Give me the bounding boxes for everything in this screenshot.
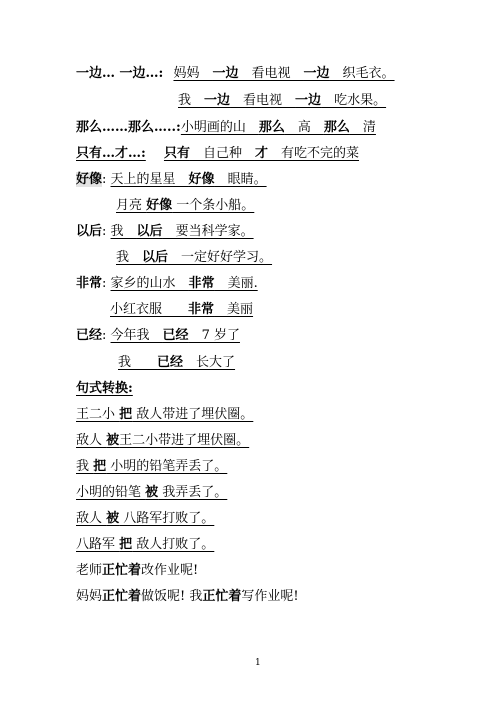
- zhiyou-line: [76, 146, 359, 162]
- yibian-example-2: 我 一边 看电视 一边 吃水果。: [178, 93, 387, 108]
- zhiyou-label: 只有…才…:: [76, 146, 146, 161]
- yihou-example-1: 我 以后 要当科学家。: [110, 224, 254, 239]
- yihou-label: 以后: [76, 224, 103, 239]
- haoxiang-line-1: 好像: 天上的星星 好像 眼睛。: [76, 172, 267, 187]
- ba-sentence-2: 我 把 小明的铅笔弄丢了。: [76, 459, 228, 474]
- name-line: [76, 120, 376, 136]
- ba-sentence-1: 王二小 把 敌人带进了埋伏圈。: [76, 407, 254, 422]
- yibian-line-2: [178, 93, 386, 109]
- bei-sentence-2: 小明的铅笔 被 我弄丢了。: [76, 485, 228, 500]
- yijing-example-1: 今年我 已经 7 岁了: [110, 328, 240, 343]
- yihou-example-2: 我 以后 一定好好学习。: [116, 250, 273, 265]
- yijing-label: 已经: [76, 328, 103, 343]
- name-example: 小明画的山 那么 高 那么 清: [180, 120, 376, 135]
- feichang-line-2: [110, 302, 253, 318]
- bei-sentence-1: 敌人 被王二小带进了埋伏圈。: [76, 433, 250, 448]
- yibian-example-1: 妈妈 一边 看电视 一边 织毛衣。: [173, 66, 395, 81]
- yijing-line-1: 已经: 今年我 已经 7 岁了: [76, 328, 240, 343]
- haoxiang-example-2: 月亮 好像 一个条小船。: [116, 198, 255, 213]
- feichang-example-1: 家乡的山水 非常 美丽.: [110, 276, 258, 291]
- yihou-line-2: [116, 250, 272, 266]
- zhengmang-sentence-2: 妈妈正忙着做饭呢! 我正忙着写作业呢!: [76, 589, 299, 604]
- feichang-example-2: 小红衣服 非常 美丽: [110, 302, 254, 317]
- yijing-example-2: 我 已经 长大了: [118, 355, 236, 370]
- section-heading: 句式转换:: [76, 381, 133, 396]
- feichang-line-1: 非常: 家乡的山水 非常 美丽.: [76, 276, 258, 291]
- bei-sentence-3: 敌人 被 八路军打败了。: [76, 511, 215, 526]
- yibian-label: 一边… 一边…:: [76, 66, 164, 81]
- page-number: 1: [255, 658, 261, 668]
- yijing-line-2: [118, 355, 235, 371]
- ba-sentence-3: 八路军 把 敌人打败了。: [76, 537, 215, 552]
- zhengmang-sentence-1: 老师正忙着改作业呢!: [76, 563, 199, 578]
- name-label: 那么……那么…..:: [76, 120, 181, 135]
- yibian-line-1: [76, 66, 395, 82]
- haoxiang-label: 好像: [76, 172, 103, 187]
- feichang-label: 非常: [76, 276, 103, 291]
- haoxiang-example-1: 天上的星星 好像 眼睛。: [110, 172, 267, 187]
- yihou-line-1: 以后: 我 以后 要当科学家。: [76, 224, 254, 239]
- haoxiang-line-2: [116, 198, 254, 214]
- zhiyou-example: 只有 自己种 才 有吃不完的菜: [163, 146, 360, 161]
